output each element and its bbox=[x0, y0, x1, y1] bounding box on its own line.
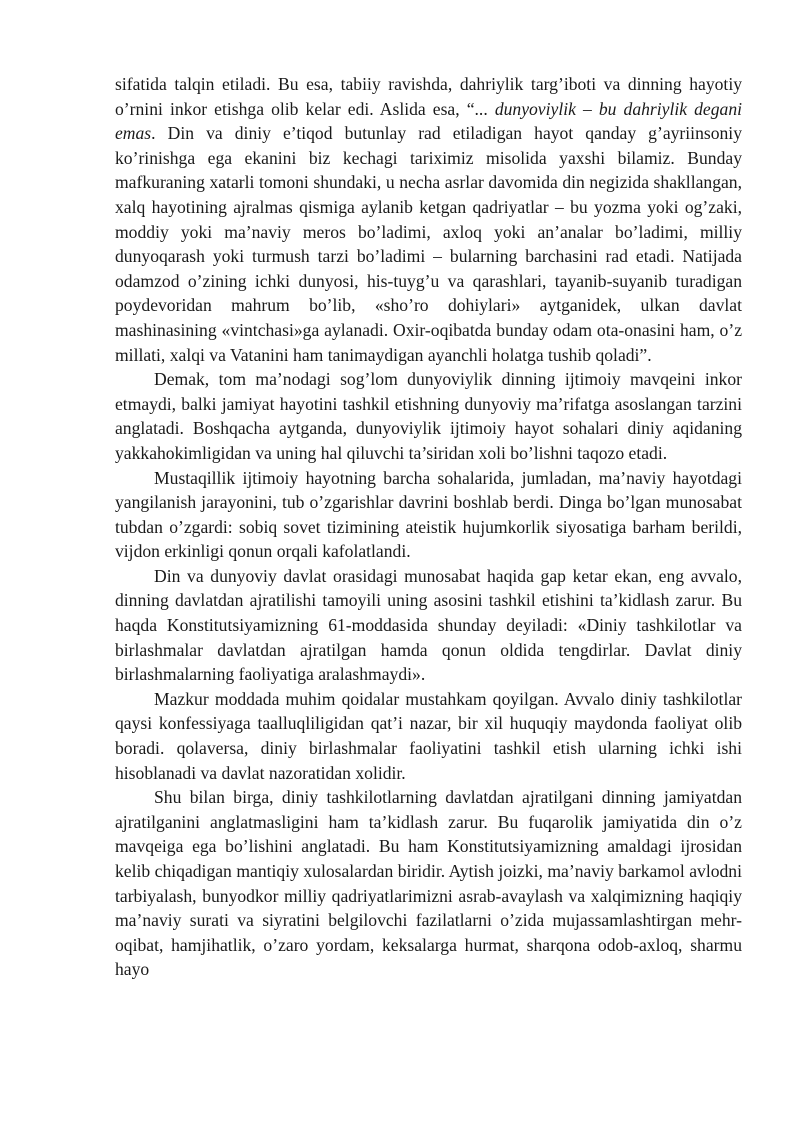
paragraph-5 bbox=[115, 687, 742, 785]
paragraph-6 bbox=[115, 785, 742, 982]
paragraph-4-text: Din va dunyoviy davlat orasidagi munosabat haqida gap ketar ekan, eng avvalo, dinning davlatdan ajratilishi tamoyili uning asosini tashkil etishini ta’kidlash zarur. Bu haqda Konstitutsiyamizning 61-moddasida shunday deyiladi: «Diniy tashkilotlar va birlashmalar davlatdan ajratilgan hamda qonun oldida tengdirlar. Davlat diniy birlashmalarning faoliyatiga aralashmaydi». bbox=[115, 565, 742, 685]
document-page bbox=[115, 72, 742, 982]
paragraph-2 bbox=[115, 367, 742, 465]
paragraph-3-text: Mustaqillik ijtimoiy hayotning barcha sohalarida, jumladan, ma’naviy hayotdagi yangilanish jarayonini, tub o’zgarishlar davrini boshlab berdi. Dinga bo’lgan munosabat tubdan o’zgardi: sobiq sovet tizimining ateistik hujumkorlik siyosatiga barham berildi, vijdon erkinligi qonun orqali kafolatlandi. bbox=[115, 467, 742, 562]
paragraph-1-text-a: sifatida talqin etiladi. Bu esa, tabiiy ravishda, dahriylik targ’iboti va dinning hayotiy o’rnini inkor etishga olib kelar edi. Aslida esa, “... bbox=[115, 74, 742, 119]
paragraph-5-text: Mazkur moddada muhim qoidalar mustahkam qoyilgan. Avvalo diniy tashkilotlar qaysi konfessiyaga taalluqliligidan qat’i nazar, bir xil huquqiy maydonda faoliyat olib boradi. qolaversa, diniy birlashmalar faoliyatini tashkil etish ularning ichki ishi hisoblanadi va davlat nazoratidan xolidir. bbox=[115, 688, 742, 783]
paragraph-4 bbox=[115, 564, 742, 687]
paragraph-6-text: Shu bilan birga, diniy tashkilotlarning davlatdan ajratilgani dinning jamiyatdan ajratilganini anglatmasligini ham ta’kidlash zarur. Bu fuqarolik jamiyatida din o’z mavqeiga ega bo’lishini anglatadi. Bu ham Konstitutsiyamizning amaldagi ijrosidan kelib chiqadigan mantiqiy xulosalardan biridir. Aytish joizki, ma’naviy barkamol avlodni tarbiyalash, bunyodkor milliy qadriyatlarimizni asrab-avaylash va xalqimizning haqiqiy ma’naviy surati va siyratini belgilovchi fazilatlarni o’zida mujassamlashtirgan mehr-oqibat, hamjihatlik, o’zaro yordam, keksalarga hurmat, sharqona odob-axloq, sharmu hayo bbox=[115, 787, 742, 980]
paragraph-1-italic-quote: dunyoviylik – bu dahriylik degani emas bbox=[115, 98, 743, 144]
paragraph-3 bbox=[115, 466, 742, 564]
paragraph-1-text-b: . Din va diniy e’tiqod butunlay rad etiladigan hayot qanday g’ayriinsoniy ko’rinishga ega ekanini biz kechagi tariximiz misolida yaxshi bilamiz. Bunday mafkuraning xatarli tomoni shundaki, u necha asrlar davomida din negizida shakllangan, xalq hayotining ajralmas qismiga aylanib ketgan qadriyatlar – bu yozma yoki og’zaki, moddiy yoki ma’naviy meros bo’ladimi, axloq yoki an’analar bo’ladimi, milliy dunyoqarash yoki turmush tarzi bo’ladimi – bularning barchasini rad etadi. Natijada odamzod o’zining ichki dunyosi, his-tuyg’u va qarashlari, tayanib-suyanib turadigan poydevoridan mahrum bo’lib, «sho’ro dohiylari» aytganidek, ulkan davlat mashinasining «vintchasi»ga aylanadi. Oxir-oqibatda bunday odam ota-onasini ham, o’z millati, xalqi va Vatanini ham tanimaydigan ayanchli holatga tushib qoladi”. bbox=[115, 123, 742, 365]
paragraph-2-text: Demak, tom ma’nodagi sog’lom dunyoviylik dinning ijtimoiy mavqeini inkor etmaydi, balki jamiyat hayotini tashkil etishning dunyoviy ma’rifatga asoslangan tarzini anglatadi. Boshqacha aytganda, dunyoviylik ijtimoiy hayot sohalari diniy aqidaning yakkahokimligidan va uning hal qiluvchi ta’siridan xoli bo’lishni taqozo etadi. bbox=[115, 369, 742, 463]
paragraph-1 bbox=[115, 72, 742, 367]
